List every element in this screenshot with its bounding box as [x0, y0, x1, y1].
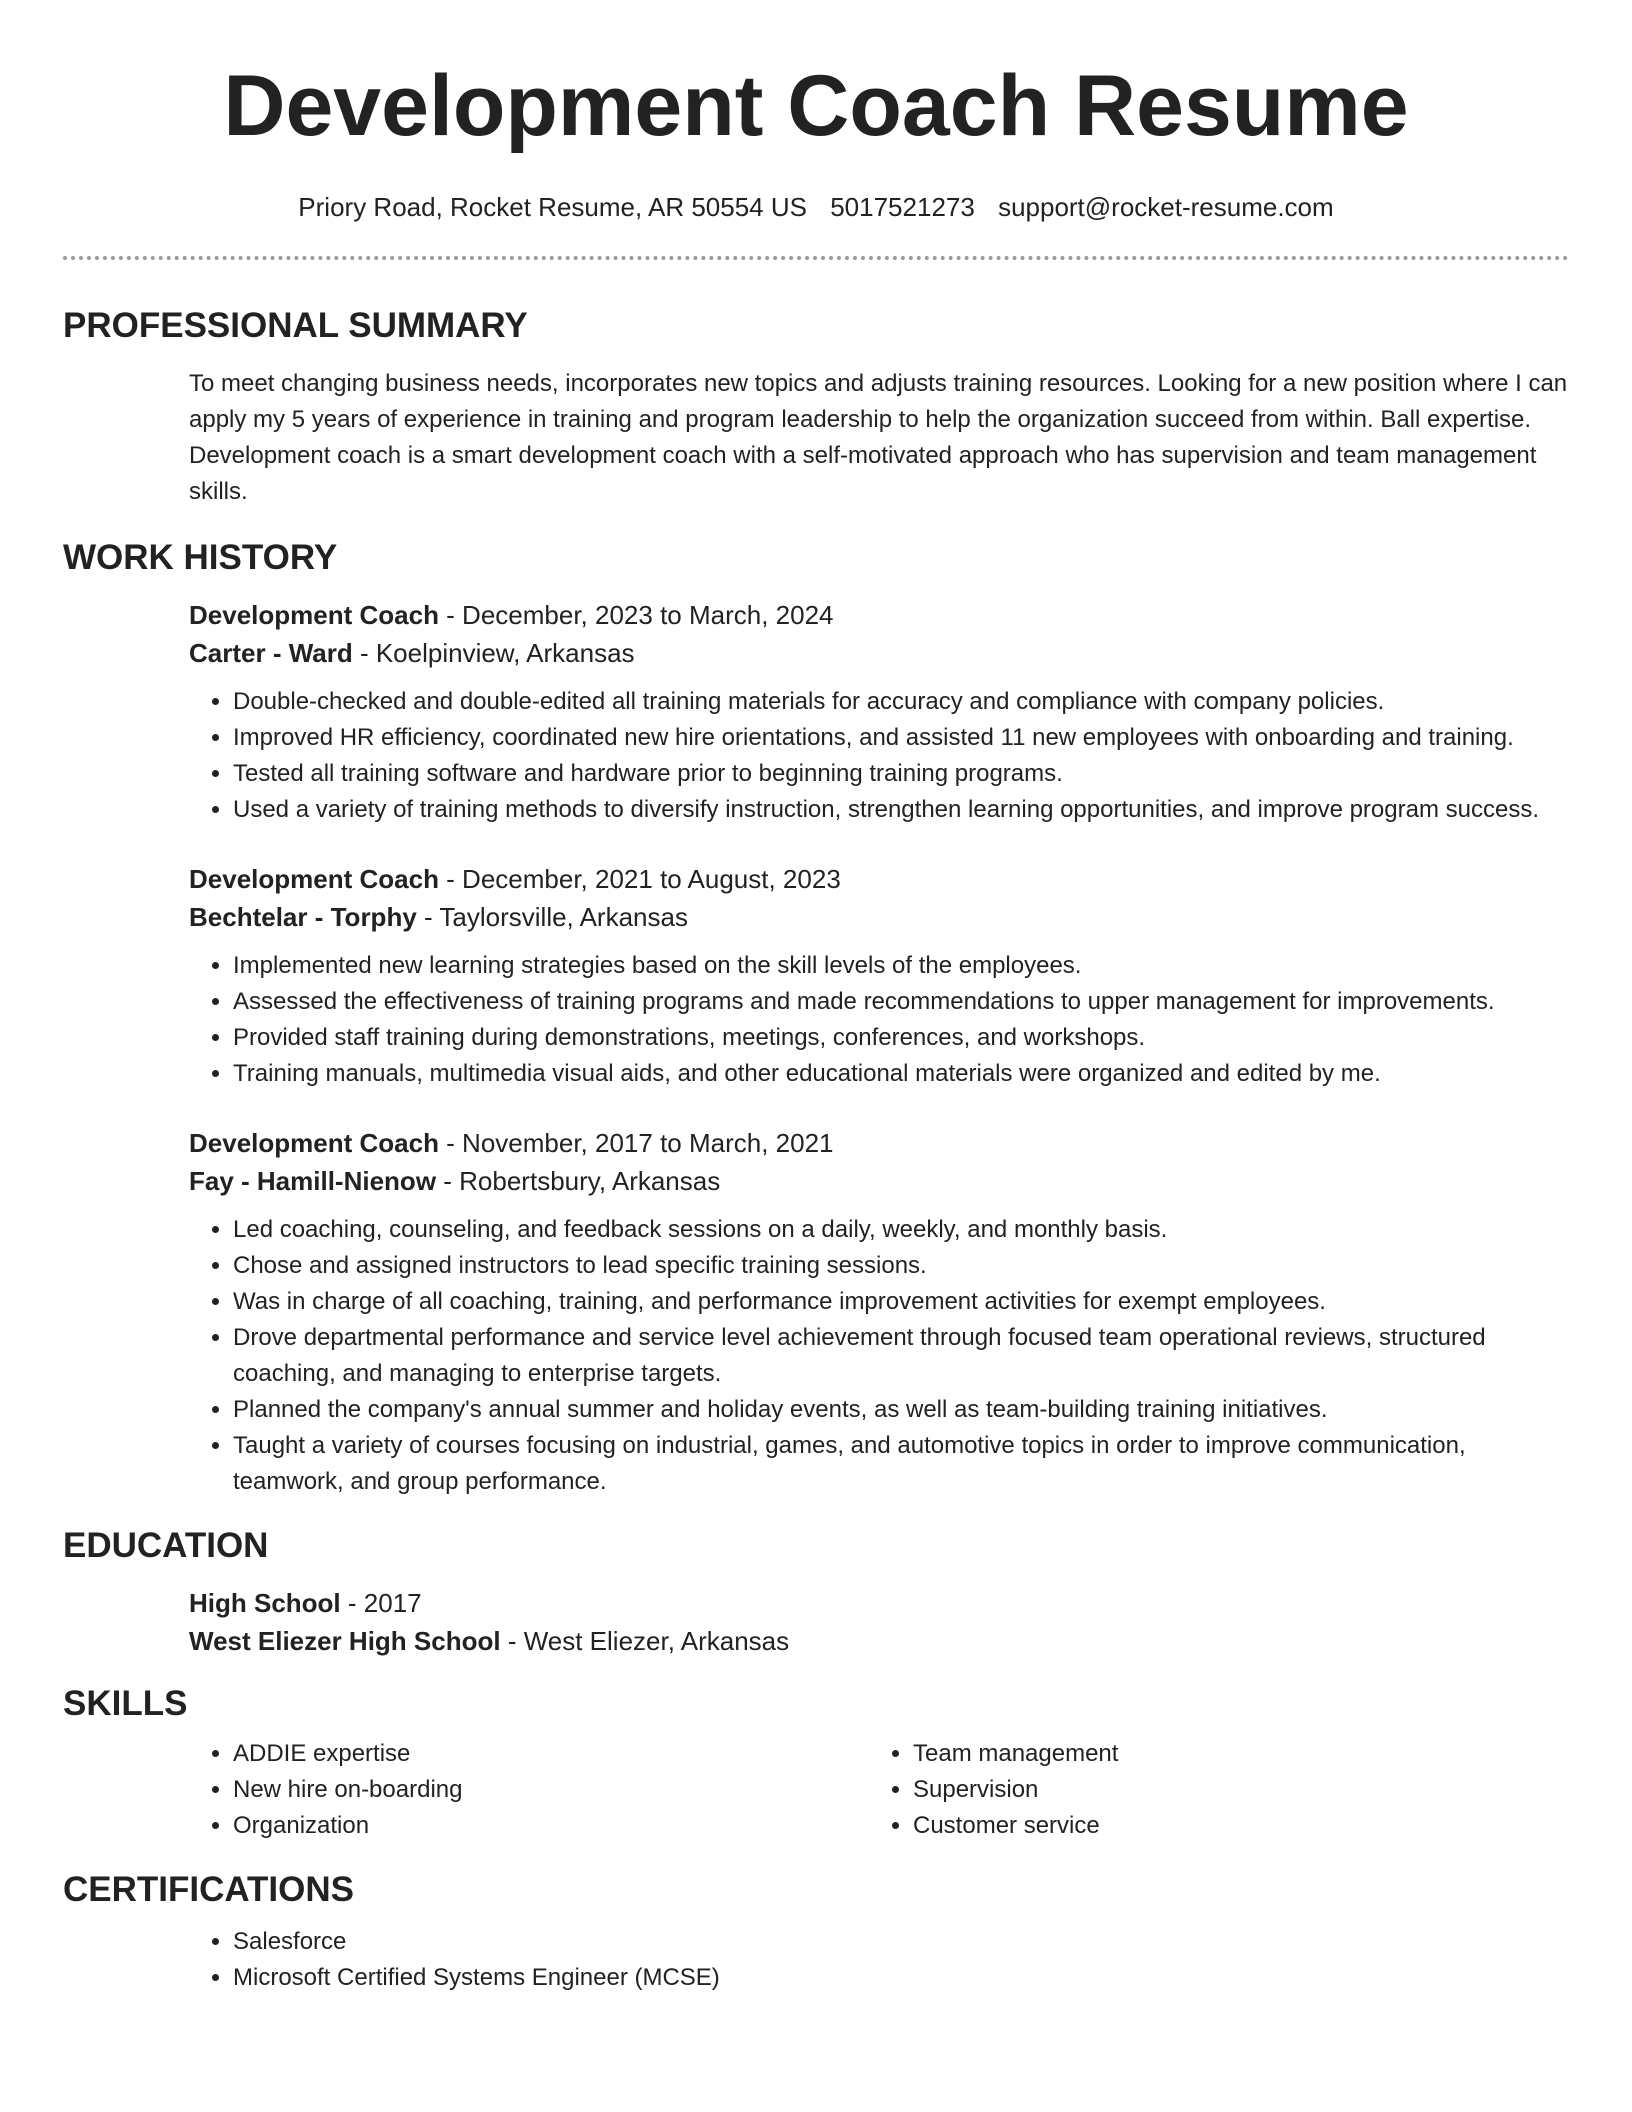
job-bullet: • Double-checked and double-edited all training materials for accuracy and compliance with company policies.	[233, 684, 1569, 720]
contact-phone: 5017521273	[830, 192, 975, 222]
contact-email: support@rocket-resume.com	[998, 192, 1334, 222]
job-bullet: • Was in charge of all coaching, training, and performance improvement activities for exempt employees.	[233, 1284, 1569, 1320]
education-location: - West Eliezer, Arkansas	[500, 1626, 790, 1656]
job-position: Development Coach	[189, 1128, 439, 1158]
skills-column-right	[869, 1736, 1549, 1844]
job-location: - Koelpinview, Arkansas	[352, 638, 635, 668]
job-bullet: • Provided staff training during demonstrations, meetings, conferences, and workshops.	[233, 1020, 1569, 1056]
job-bullet: • Tested all training software and hardware prior to beginning training programs.	[233, 756, 1569, 792]
job-dates: - December, 2023 to March, 2024	[438, 600, 834, 630]
job-bullet: • Planned the company's annual summer and holiday events, as well as team-building training initiatives.	[233, 1392, 1569, 1428]
job-company-line	[189, 1162, 1569, 1200]
job-location: - Taylorsville, Arkansas	[416, 902, 688, 932]
job-bullet: • Used a variety of training methods to diversify instruction, strengthen learning opportunities, and improve program success.	[233, 792, 1569, 828]
job-bullets	[189, 684, 1569, 828]
job-bullet: • Chose and assigned instructors to lead specific training sessions.	[233, 1248, 1569, 1284]
section-title-work-history: WORK HISTORY	[63, 538, 338, 577]
section-title-summary: PROFESSIONAL SUMMARY	[63, 306, 528, 345]
job-bullet: • Led coaching, counseling, and feedback sessions on a daily, weekly, and monthly basis.	[233, 1212, 1569, 1248]
contact-address: Priory Road, Rocket Resume, AR 50554 US	[298, 192, 807, 222]
job-bullet: • Implemented new learning strategies based on the skill levels of the employees.	[233, 948, 1569, 984]
job-bullet: • Assessed the effectiveness of training programs and made recommendations to upper management for improvements.	[233, 984, 1569, 1020]
job-title-line	[189, 860, 1569, 898]
job-title-line	[189, 596, 1569, 634]
job-company-line	[189, 634, 1569, 672]
education-school-line	[189, 1622, 1569, 1660]
job-bullet: • Taught a variety of courses focusing on industrial, games, and automotive topics in order to improve communication, teamwork, and group performance.	[233, 1428, 1569, 1500]
certification-item: • Microsoft Certified Systems Engineer (MCSE)	[233, 1960, 1569, 1996]
skills-section	[63, 1682, 1569, 1844]
education-degree-line	[189, 1584, 1569, 1622]
header-divider	[63, 256, 1569, 260]
section-title-education: EDUCATION	[63, 1526, 269, 1565]
job-bullets	[189, 948, 1569, 1092]
job-title-line	[189, 1124, 1569, 1162]
job-company-line	[189, 898, 1569, 936]
job-bullet: • Improved HR efficiency, coordinated new hire orientations, and assisted 11 new employees with onboarding and training.	[233, 720, 1569, 756]
education-school: West Eliezer High School	[189, 1626, 501, 1656]
skill-item: • Supervision	[913, 1772, 1549, 1808]
skills-column-left	[189, 1736, 869, 1844]
contact-info	[0, 192, 1632, 222]
skill-item: • Organization	[233, 1808, 869, 1844]
education-degree: High School	[189, 1588, 341, 1618]
skill-item: • Customer service	[913, 1808, 1549, 1844]
resume-title: Development Coach Resume	[223, 58, 1409, 154]
section-title-skills: SKILLS	[63, 1684, 188, 1723]
education-section	[63, 1524, 1569, 1660]
job-company: Fay - Hamill-Nienow	[189, 1166, 437, 1196]
skill-item: • Team management	[913, 1736, 1549, 1772]
certification-list	[189, 1924, 1569, 1996]
job-position: Development Coach	[189, 600, 439, 630]
job-location: - Robertsbury, Arkansas	[436, 1166, 721, 1196]
job-dates: - November, 2017 to March, 2021	[438, 1128, 834, 1158]
job-entry	[189, 860, 1569, 1092]
job-entry	[189, 1124, 1569, 1500]
job-company: Carter - Ward	[189, 638, 353, 668]
summary-text: To meet changing business needs, incorporates new topics and adjusts training resources. Looking for a new position where I can apply my 5 years of experience in training and program leadership to help the organization succeed from within. Ball expertise. Development coach is a smart development coach with a self-motivated approach who has supervision and team management skills.	[189, 370, 1568, 505]
job-dates: - December, 2021 to August, 2023	[438, 864, 841, 894]
job-company: Bechtelar - Torphy	[189, 902, 417, 932]
job-position: Development Coach	[189, 864, 439, 894]
section-title-certifications: CERTIFICATIONS	[63, 1870, 355, 1909]
skill-item: • ADDIE expertise	[233, 1736, 869, 1772]
skill-item: • New hire on-boarding	[233, 1772, 869, 1808]
certification-item: • Salesforce	[233, 1924, 1569, 1960]
job-bullet: • Training manuals, multimedia visual aids, and other educational materials were organized and edited by me.	[233, 1056, 1569, 1092]
summary-section	[63, 304, 1569, 510]
work-history-section	[63, 536, 1569, 1500]
skills-grid	[189, 1736, 1569, 1844]
job-entry	[189, 596, 1569, 828]
job-bullets	[189, 1212, 1569, 1500]
job-bullet: • Drove departmental performance and service level achievement through focused team operational reviews, structured coaching, and managing to enterprise targets.	[233, 1320, 1569, 1392]
education-year: - 2017	[340, 1588, 422, 1618]
certifications-section	[63, 1868, 1569, 1996]
